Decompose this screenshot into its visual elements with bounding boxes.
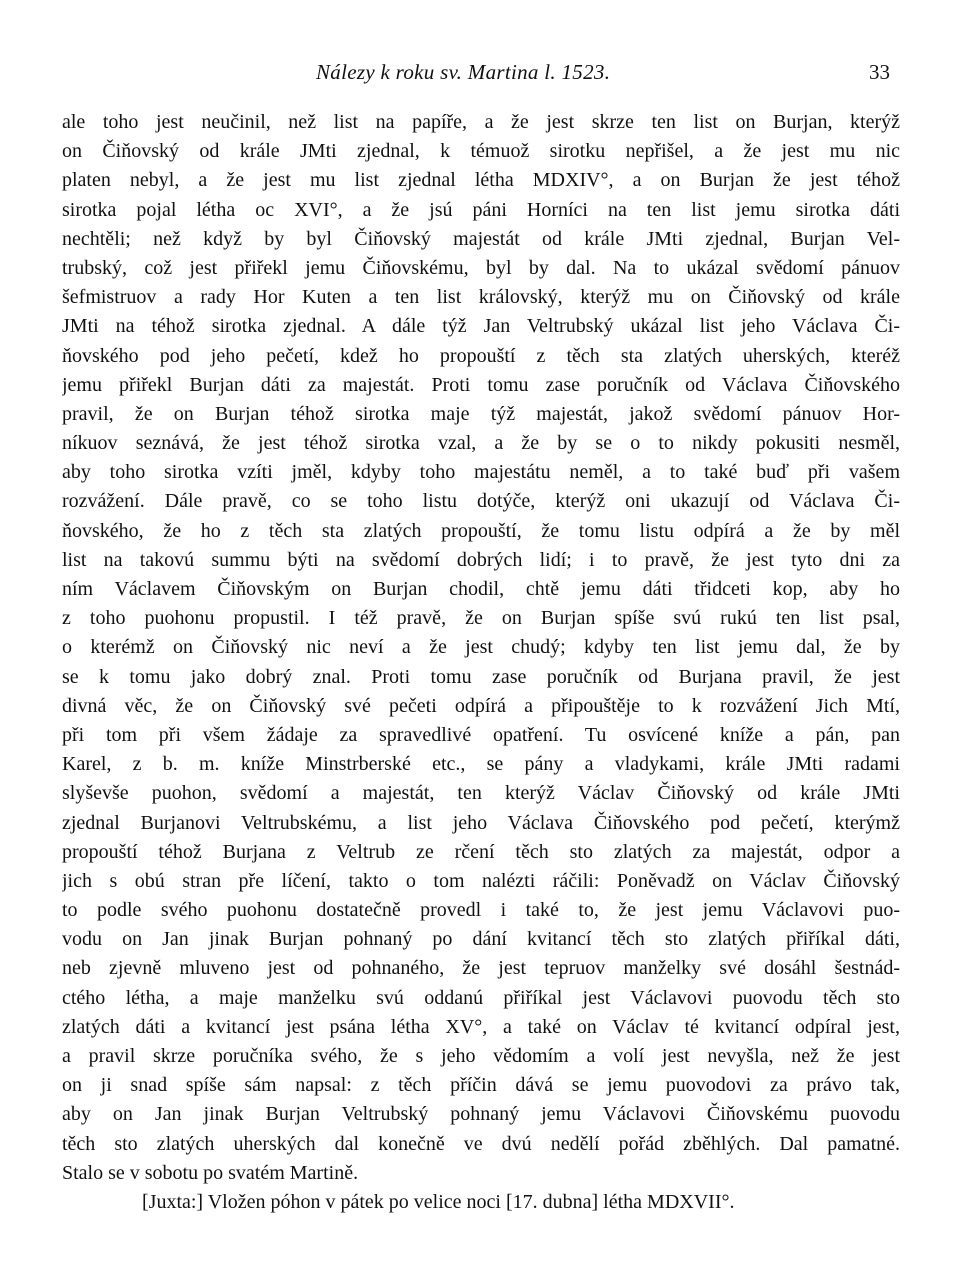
text-line: propouští téhož Burjana z Veltrub ze rčení těch sto zlatých za majestát, odpor a [62,840,900,863]
text-line-paragraph-end: Stalo se v sobotu po svatém Martině. [62,1161,359,1184]
text-line: on ji snad spíše sám napsal: z těch příčin dává se jemu puovodovi za právo tak, [62,1074,900,1097]
text-line: se k tomu jako dobrý znal. Proti tomu zase poručník od Burjana pravil, že jest [62,665,900,688]
text-line: JMti na téhož sirotka zjednal. A dále týž Jan Veltrubský ukázal list jeho Václava Či- [62,315,900,338]
text-line: a pravil skrze poručníka svého, že s jeho vědomím a volí jest nevyšla, než že jest [62,1045,900,1067]
text-line: nechtěli; než když by byl Čiňovský majestát od krále JMti zjednal, Burjan Vel- [62,227,900,250]
text-line: jich s obú stran pře líčení, takto o tom nalézti ráčili: Poněvadž on Václav Čiňovský [62,869,900,892]
text-line: ale toho jest neučinil, než list na papíře, a že jest skrze ten list on Burjan, kterýž [62,111,900,133]
body-text [62,108,900,1217]
text-line: níkuov seznává, že jest téhož sirotka vzal, a že by se o to nikdy pokusiti nesměl, [62,432,900,455]
text-line: šefmistruov a rady Hor Kuten a ten list královský, kterýž mu on Čiňovský od krále [62,286,900,309]
text-line: rozvážení. Dále pravě, co se toho listu dotýče, kterýž oni ukazují od Václava Či- [62,490,900,513]
juxta-note: [Juxta:] Vložen póhon v pátek po velice noci [17. dubna] létha MDXVII°. [142,1190,735,1213]
text-line: aby toho sirotka vzíti jměl, kdyby toho majestátu neměl, a to také buď při vašem [62,461,900,484]
page-number: 33 [869,60,890,84]
text-line: Karel, z b. m. kníže Minstrberské etc., se pány a vladykami, krále JMti radami [62,753,900,776]
text-line: neb zjevně mluveno jest od pohnaného, že jest tepruov manželky své dosáhl šestnád- [62,957,900,980]
text-line: slyševše puohon, svědomí a majestát, ten kterýž Václav Čiňovský od krále JMti [62,782,900,805]
text-line: on Čiňovský od krále JMti zjednal, k témuož sirotku nepřišel, a že jest mu nic [62,140,900,163]
text-line: ním Václavem Čiňovským on Burjan chodil, chtě jemu dáti třidceti kop, aby ho [62,578,900,600]
text-line: ňovského, že ho z těch sta zlatých propouští, že tomu listu odpírá a že by měl [62,519,900,542]
text-line: zlatých dáti a kvitancí jest psána létha XV°, a také on Václav té kvitancí odpíral jest, [62,1015,900,1038]
text-line: z toho puohonu propustil. I též pravě, že on Burjan spíše svú rukú ten list psal, [62,607,900,630]
text-line: vodu on Jan jinak Burjan pohnaný po dání kvitancí těch sto zlatých přiříkal dáti, [62,928,900,951]
text-line: zjednal Burjanovi Veltrubskému, a list jeho Václava Čiňovského pod pečetí, kterýmž [62,811,900,834]
text-line: trubský, což jest přiřekl jemu Čiňovskému, byl by dal. Na to ukázal svědomí pánuov [62,256,900,279]
text-line: aby on Jan jinak Burjan Veltrubský pohnaný jemu Václavovi Čiňovskému puovodu [62,1103,900,1126]
text-line: pravil, že on Burjan téhož sirotka maje týž majestát, jakož svědomí pánuov Hor- [62,402,900,425]
text-line: těch sto zlatých uherských dal konečně ve dvú nedělí pořád zběhlých. Dal pamatné. [62,1132,900,1155]
text-line: jemu přiřekl Burjan dáti za majestát. Proti tomu zase poručník od Václava Čiňovského [62,373,900,396]
text-line: o kterémž on Čiňovský nic neví a že jest chudý; kdyby ten list jemu dal, že by [62,636,900,659]
text-line: divná věc, že on Čiňovský své pečeti odpírá a připouštěje to k rozvážení Jich Mtí, [62,694,900,717]
text-line: sirotka pojal létha oc XVI°, a že jsú páni Horníci na ten list jemu sirotka dáti [62,198,900,221]
text-line: při tom při všem žádaje za spravedlivé opatření. Tu osvícené kníže a pán, pan [62,723,900,746]
text-line: to podle svého puohonu dostatečně provedl i také to, že jest jemu Václavovi puo- [62,899,900,922]
text-line: platen nebyl, a že jest mu list zjednal létha MDXIV°, a on Burjan že jest téhož [62,169,900,192]
text-line: ctého létha, a maje manželku svú oddanú přiříkal jest Václavovi puovodu těch sto [62,986,900,1009]
running-title: Nálezy k roku sv. Martina l. 1523. [316,60,611,84]
text-line: list na takovú summu býti na svědomí dobrých lidí; i to pravě, že jest tyto dni za [62,548,900,571]
page-header [0,60,960,90]
text-line: ňovského pod jeho pečetí, kdež ho propouští z těch sta zlatých uherských, kteréž [62,344,900,367]
